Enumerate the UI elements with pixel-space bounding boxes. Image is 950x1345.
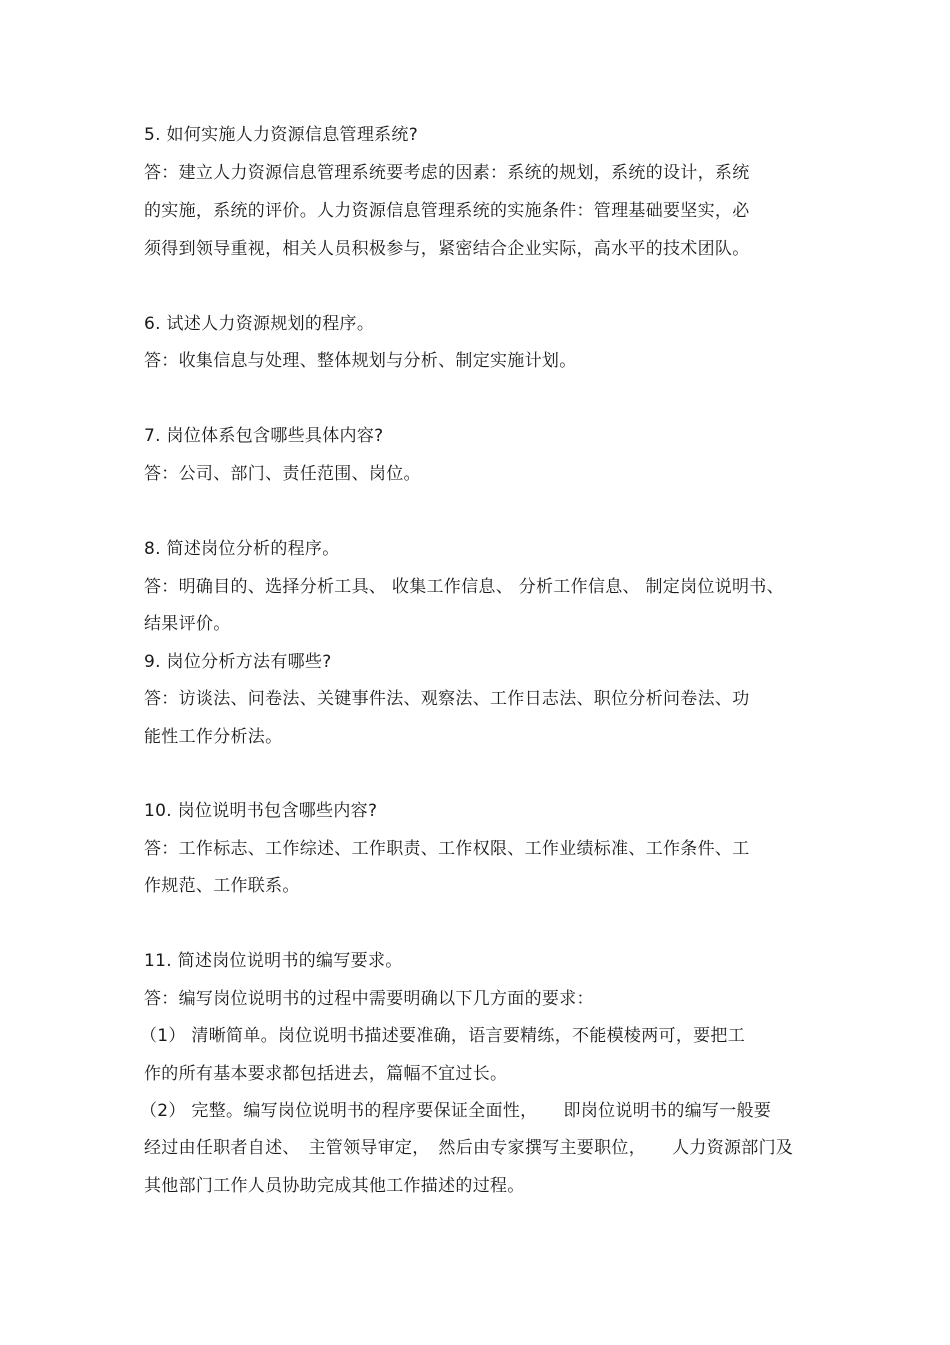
question-11: 11. 简述岗位说明书的编写要求。 xyxy=(144,951,403,971)
answer-6: 答：收集信息与处理、整体规划与分析、制定实施计划。 xyxy=(144,351,577,371)
question-8: 8. 简述岗位分析的程序。 xyxy=(144,539,340,559)
question-7: 7. 岗位体系包含哪些具体内容? xyxy=(144,426,384,446)
answer-11-item-2-line-3: 其他部门工作人员协助完成其他工作描述的过程。 xyxy=(144,1176,525,1196)
answer-9-line-2: 能性工作分析法。 xyxy=(144,727,283,747)
answer-9-line-1: 答：访谈法、问卷法、关键事件法、观察法、工作日志法、职位分析问卷法、功 xyxy=(144,689,750,709)
answer-10-line-1: 答：工作标志、工作综述、工作职责、工作权限、工作业绩标准、工作条件、工 xyxy=(144,839,750,859)
answer-8-line-1: 答：明确目的、选择分析工具、 收集工作信息、 分析工作信息、 制定岗位说明书、 xyxy=(144,577,784,597)
answer-5-line-3: 须得到领导重视，相关人员积极参与，紧密结合企业实际，高水平的技术团队。 xyxy=(144,239,750,259)
answer-8-line-2: 结果评价。 xyxy=(144,614,231,634)
answer-11-item-1-line-1: （1） 清晰简单。岗位说明书描述要准确，语言要精练，不能模棱两可，要把工 xyxy=(140,1026,746,1046)
answer-5-line-1: 答：建立人力资源信息管理系统要考虑的因素：系统的规划，系统的设计，系统 xyxy=(144,163,750,183)
question-10: 10. 岗位说明书包含哪些内容? xyxy=(144,801,378,821)
answer-11-item-1-line-2: 作的所有基本要求都包括进去，篇幅不宜过长。 xyxy=(144,1064,508,1084)
question-5: 5. 如何实施人力资源信息管理系统? xyxy=(144,125,419,145)
answer-11-intro: 答：编写岗位说明书的过程中需要明确以下几方面的要求： xyxy=(144,989,594,1009)
answer-5-line-2: 的实施，系统的评价。人力资源信息管理系统的实施条件：管理基础要坚实，必 xyxy=(144,201,750,221)
answer-11-item-2-line-1: （2） 完整。编写岗位说明书的程序要保证全面性， 即岗位说明书的编写一般要 xyxy=(140,1101,772,1121)
question-9: 9. 岗位分析方法有哪些? xyxy=(144,652,332,672)
question-6: 6. 试述人力资源规划的程序。 xyxy=(144,314,375,334)
answer-10-line-2: 作规范、工作联系。 xyxy=(144,876,300,896)
answer-7: 答：公司、部门、责任范围、岗位。 xyxy=(144,464,421,484)
answer-11-item-2-line-2: 经过由任职者自述、 主管领导审定， 然后由专家撰写主要职位， 人力资源部门及 xyxy=(144,1138,794,1158)
